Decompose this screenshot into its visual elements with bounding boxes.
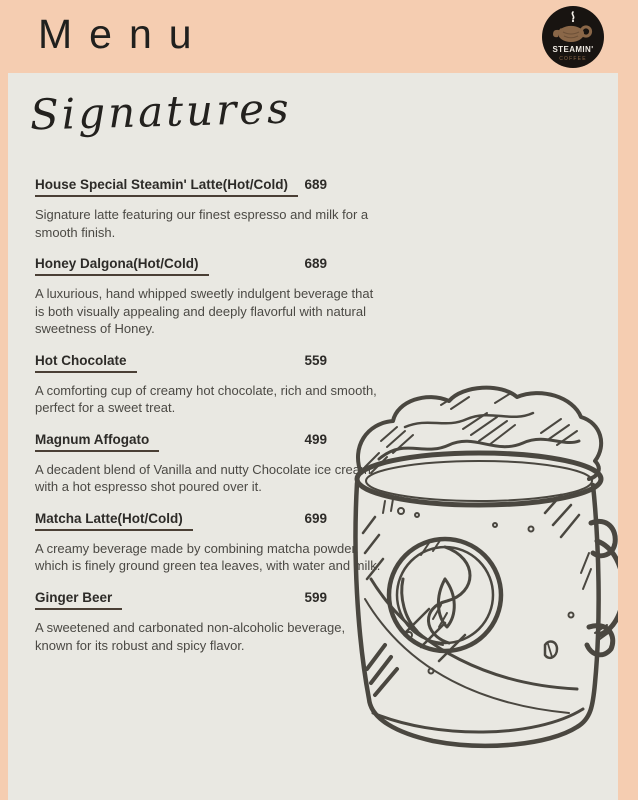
item-header <box>35 511 327 531</box>
section-heading: Signatures <box>29 83 293 140</box>
item-header <box>35 256 327 276</box>
item-header <box>35 177 327 197</box>
logo-subbrand-text: COFFEE <box>559 56 587 62</box>
item-header <box>35 590 327 610</box>
menu-item <box>35 432 383 496</box>
item-price: 689 <box>304 256 327 272</box>
menu-item <box>35 353 383 417</box>
page-title: Menu <box>38 11 209 57</box>
item-price: 599 <box>304 590 327 606</box>
header <box>0 0 638 73</box>
logo-brand-text: STEAMIN' <box>552 45 594 54</box>
item-description: A sweetened and carbonated non-alcoholic beverage, known for its robust and spicy flavor. <box>35 620 346 653</box>
item-description: A comforting cup of creamy hot chocolate, rich and smooth, perfect for a sweet treat. <box>35 382 377 416</box>
item-price: 699 <box>304 510 327 526</box>
menu-item <box>35 256 383 338</box>
item-price: 689 <box>304 177 327 192</box>
item-description: Signature latte featuring our finest espresso and milk for a smooth finish. <box>35 207 369 240</box>
item-header <box>35 432 327 452</box>
menu-panel <box>8 73 618 800</box>
menu-item <box>35 590 383 654</box>
menu-item <box>35 177 383 241</box>
item-description: A creamy beverage made by combining matcha powder, which is finely ground green tea leaves, with water and milk. <box>35 540 381 574</box>
item-description: A decadent blend of Vanilla and nutty Chocolate ice cream with a hot espresso shot poured over it. <box>35 461 371 495</box>
item-description: A luxurious, hand whipped sweetly indulgent beverage that is both visually appealing and deeply flavorful with natural sweetness of Honey. <box>35 286 374 337</box>
item-price: 499 <box>304 431 327 447</box>
menu-list <box>35 177 383 669</box>
item-name: House Special Steamin' Latte(Hot/Cold) <box>35 177 298 197</box>
item-name: Ginger Beer <box>35 590 122 610</box>
item-name: Hot Chocolate <box>35 353 137 373</box>
item-name: Honey Dalgona(Hot/Cold) <box>35 256 209 276</box>
item-name: Matcha Latte(Hot/Cold) <box>35 511 193 531</box>
steamin-coffee-logo-icon <box>541 5 605 69</box>
coffee-mug-illustration <box>345 383 618 768</box>
menu-item <box>35 511 383 575</box>
item-price: 559 <box>304 352 327 368</box>
item-name: Magnum Affogato <box>35 432 159 452</box>
item-header <box>35 353 327 373</box>
